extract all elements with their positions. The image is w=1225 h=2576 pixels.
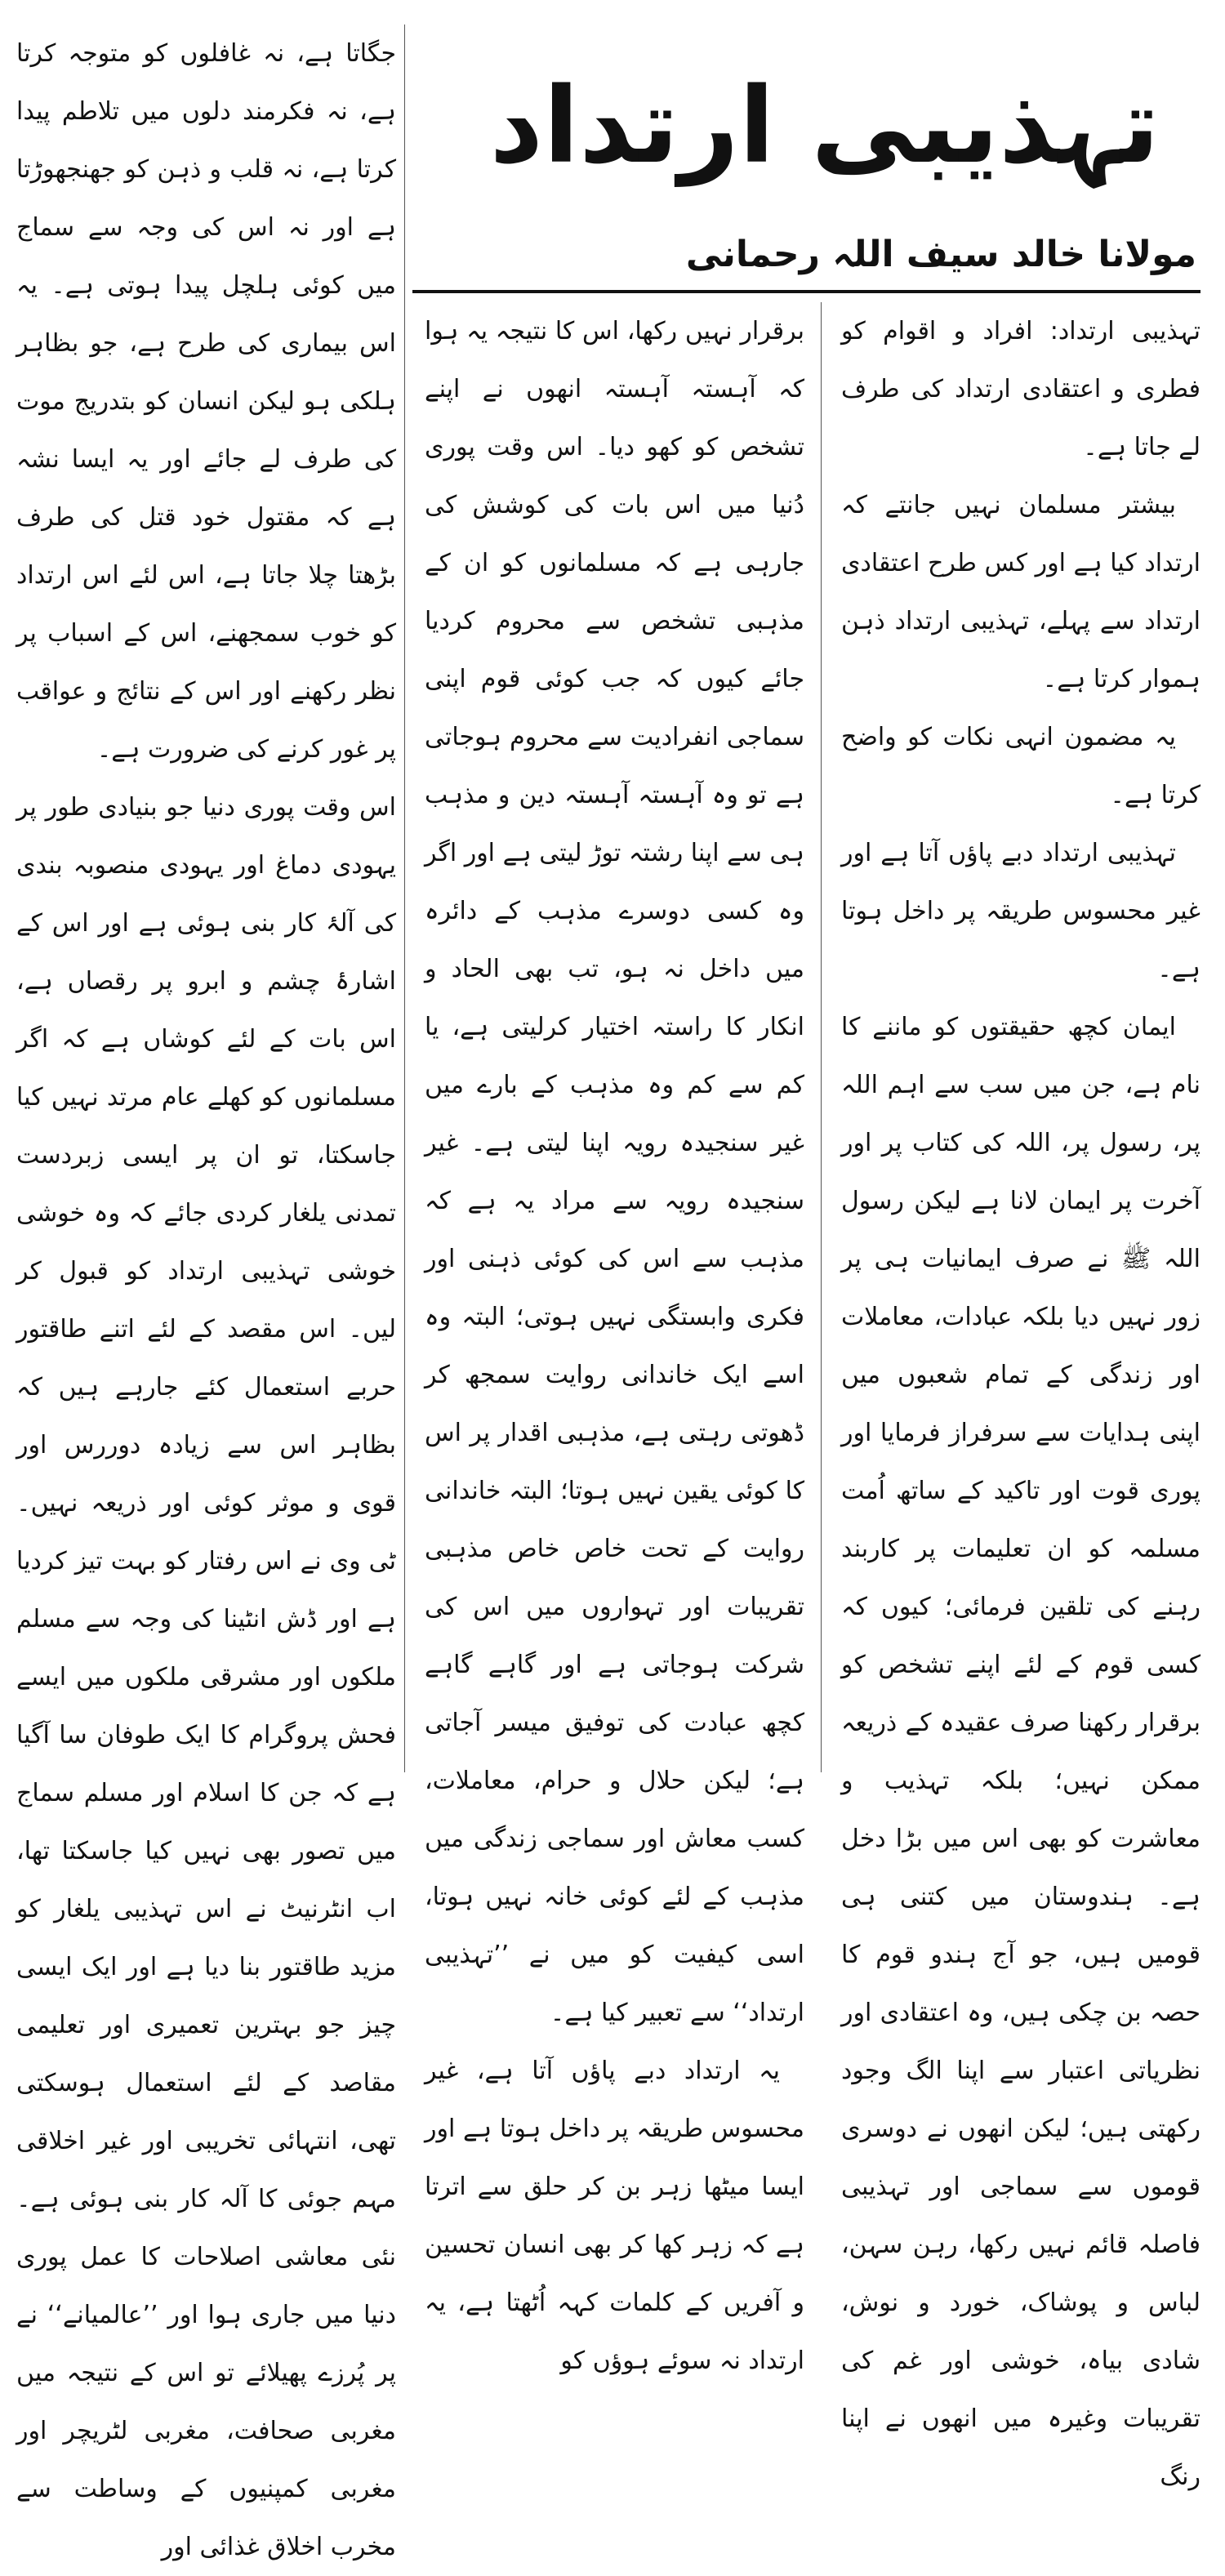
byline-rule	[412, 290, 1200, 293]
paragraph: جگاتا ہے، نہ غافلوں کو متوجہ کرتا ہے، نہ فکرمند دلوں میں تلاطم پیدا کرتا ہے، نہ قلب و ذہن کو جھنجھوڑتا ہے اور نہ اس کی وجہ سے سماج میں کوئی ہلچل پیدا ہوتی ہے۔ یہ اس بیماری کی طرح ہے، جو بظاہر ہلکی ہو لیکن انسان کو بتدریج موت کی طرف لے جائے اور یہ ایسا نشہ ہے کہ مقتول خود قتل کی طرف بڑھتا چلا جاتا ہے، اس لئے اس ارتداد کو خوب سمجھنے، اس کے اسباب پر نظر رکھنے اور اس کے نتائج و عواقب پر غور کرنے کی ضرورت ہے۔	[16, 39, 396, 764]
paragraph: برقرار نہیں رکھا، اس کا نتیجہ یہ ہوا کہ آہستہ آہستہ انھوں نے اپنے تشخص کو کھو دیا۔ اس وقت پوری دُنیا میں اس بات کی کوشش کی جارہی ہے کہ مسلمانوں کو ان کے مذہبی تشخص سے محروم کردیا جائے کیوں کہ جب کوئی قوم اپنی سماجی انفرادیت سے محروم ہوجاتی ہے تو وہ آہستہ آہستہ دین و مذہب ہی سے اپنا رشتہ توڑ لیتی ہے اور اگر وہ کسی دوسرے مذہب کے دائرہ میں داخل نہ ہو، تب بھی الحاد و انکار کا راستہ اختیار کرلیتی ہے، یا کم سے کم وہ مذہب کے بارے میں غیر سنجیدہ رویہ اپنا لیتی ہے۔ غیر سنجیدہ رویہ سے مراد یہ ہے کہ مذہب سے اس کی کوئی ذہنی اور فکری وابستگی نہیں ہوتی؛ البتہ وہ اسے ایک خاندانی روایت سمجھ کر ڈھوتی رہتی ہے، مذہبی اقدار پر اس کا کوئی یقین نہیں ہوتا؛ البتہ خاندانی روایت کے تحت خاص خاص مذہبی تقریبات اور تہواروں میں اس کی شرکت ہوجاتی ہے اور گاہے گاہے کچھ عبادت کی توفیق میسر آجاتی ہے؛ لیکن حلال و حرام، معاملات، کسب معاش اور سماجی زندگی میں مذہب کے لئے کوئی خانہ نہیں ہوتا، اسی کیفیت کو میں نے ’’تہذیبی ارتداد‘‘ سے تعبیر کیا ہے۔	[425, 317, 804, 2027]
paragraph: ایمان کچھ حقیقتوں کو ماننے کا نام ہے، جن میں سب سے اہم اللہ پر، رسول پر، اللہ کی کتاب پر اور آخرت پر ایمان لانا ہے لیکن رسول اللہ ﷺ نے صرف ایمانیات ہی پر زور نہیں دیا بلکہ عبادات، معاملات اور زندگی کے تمام شعبوں میں اپنی ہدایات سے سرفراز فرمایا اور پوری قوت اور تاکید کے ساتھ اُمت مسلمہ کو ان تعلیمات پر کاربند رہنے کی تلقین فرمائی؛ کیوں کہ کسی قوم کے لئے اپنے تشخص کو برقرار رکھنا صرف عقیدہ کے ذریعہ ممکن نہیں؛ بلکہ تہذیب و معاشرت کو بھی اس میں بڑا دخل ہے۔ ہندوستان میں کتنی ہی قومیں ہیں، جو آج ہندو قوم کا حصہ بن چکی ہیں، وہ اعتقادی اور نظریاتی اعتبار سے اپنا الگ وجود رکھتی ہیں؛ لیکن انھوں نے دوسری قوموں سے سماجی اور تہذیبی فاصلہ قائم نہیں رکھا، رہن سہن، لباس و پوشاک، خورد و نوش، شادی بیاہ، خوشی اور غم کی تقریبات وغیرہ میں انھوں نے اپنا رنگ	[841, 1013, 1200, 2491]
column-divider	[404, 25, 405, 1772]
paragraph: بیشتر مسلمان نہیں جانتے کہ ارتداد کیا ہے اور کس طرح اعتقادی ارتداد سے پہلے، تہذیبی ارتداد ذہن ہموار کرتا ہے۔	[841, 491, 1200, 693]
article-title: تہذیبی ارتداد	[489, 65, 1160, 187]
paragraph: یہ ارتداد دبے پاؤں آتا ہے، غیر محسوس طریقہ پر داخل ہوتا ہے اور ایسا میٹھا زہر بن کر حلق سے اترتا ہے کہ زہر کھا کر بھی انسان تحسین و آفریں کے کلمات کہہ اُٹھتا ہے، یہ ارتداد نہ سوئے ہوؤں کو	[425, 2057, 804, 2375]
paragraph: یہ مضمون انہی نکات کو واضح کرتا ہے۔	[841, 723, 1200, 809]
paragraph: تہذیبی ارتداد دبے پاؤں آتا ہے اور غیر محسوس طریقہ پر داخل ہوتا ہے۔	[841, 839, 1200, 983]
text-column-middle	[425, 302, 804, 2375]
column-divider	[821, 302, 822, 1772]
author-byline: مولانا خالد سیف اللہ رحمانی	[685, 234, 1196, 275]
paragraph: اس وقت پوری دنیا جو بنیادی طور پر یہودی دماغ اور یہودی منصوبہ بندی کی آلۂ کار بنی ہوئی ہے اور اس کے اشارۂ چشم و ابرو پر رقصاں ہے، اس بات کے لئے کوشاں ہے کہ اگر مسلمانوں کو کھلے عام مرتد نہیں کیا جاسکتا، تو ان پر ایسی زبردست تمدنی یلغار کردی جائے کہ وہ خوشی خوشی تہذیبی ارتداد کو قبول کر لیں۔ اس مقصد کے لئے اتنے طاقتور حربے استعمال کئے جارہے ہیں کہ بظاہر اس سے زیادہ دوررس اور قوی و موثر کوئی اور ذریعہ نہیں۔ ٹی وی نے اس رفتار کو بہت تیز کردیا ہے اور ڈش انٹینا کی وجہ سے مسلم ملکوں اور مشرقی ملکوں میں ایسے فحش پروگرام کا ایک طوفان سا آگیا ہے کہ جن کا اسلام اور مسلم سماج میں تصور بھی نہیں کیا جاسکتا تھا، اب انٹرنیٹ نے اس تہذیبی یلغار کو مزید طاقتور بنا دیا ہے اور ایک ایسی چیز جو بہترین تعمیری اور تعلیمی مقاصد کے لئے استعمال ہوسکتی تھی، انتہائی تخریبی اور غیر اخلاقی مہم جوئی کا آلہ کار بنی ہوئی ہے۔ نئی معاشی اصلاحات کا عمل پوری دنیا میں جاری ہوا اور ’’عالمیانے‘‘ نے پر پُرزے پھیلائے تو اس کے نتیجہ میں مغربی صحافت، مغربی لٹریچر اور مغربی کمپنیوں کے وساطت سے مخرب اخلاق غذائی اور	[16, 793, 396, 2561]
text-column-left	[16, 25, 396, 2561]
paragraph: تہذیبی ارتداد: افراد و اقوام کو فطری و اعتقادی ارتداد کی طرف لے جاتا ہے۔	[841, 317, 1200, 461]
text-column-right	[841, 302, 1200, 2491]
